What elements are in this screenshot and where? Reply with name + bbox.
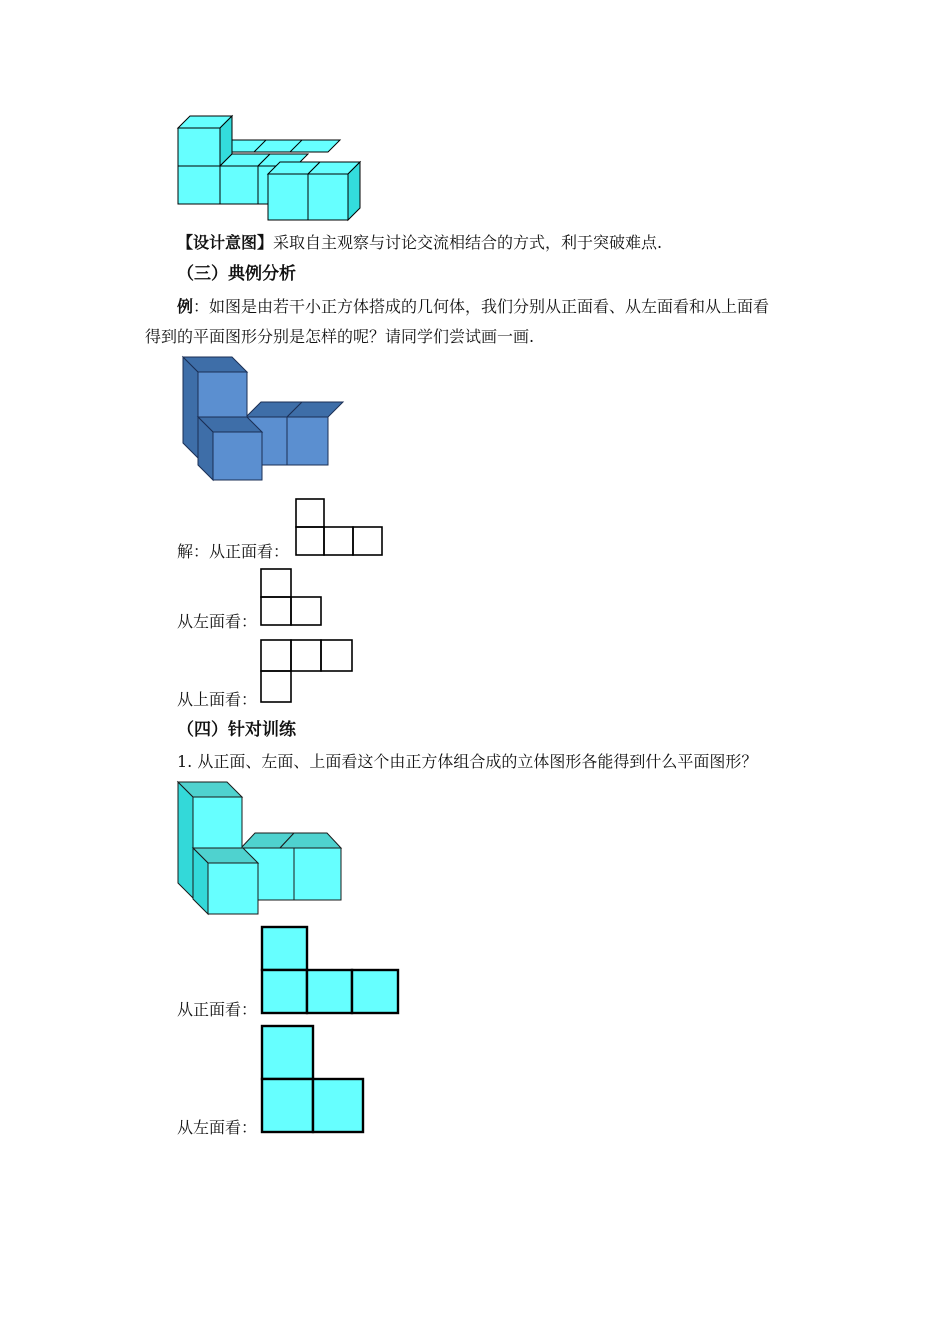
exercise-left-label: 从左面看：: [177, 1118, 258, 1137]
example-line-1: [177, 297, 769, 317]
solution-front-label: 解：从正面看：: [177, 542, 290, 561]
example-text-1: ：如图是由若干小正方体搭成的几何体，我们分别从正面看、从左面看和从上面看: [193, 297, 770, 316]
design-intent-label: 【设计意图】: [177, 233, 274, 252]
exercise-1-question: 1. 从正面、左面、上面看这个由正方体组合成的立体图形各能得到什么平面图形？: [177, 752, 758, 771]
design-intent: [177, 233, 662, 253]
exercise-front-label: 从正面看：: [177, 1000, 258, 1019]
example-line-2: 得到的平面图形分别是怎样的呢？请同学们尝试画一画.: [145, 327, 535, 346]
exercise-left-view-grid: [260, 1024, 368, 1134]
example-label: 例: [177, 297, 194, 316]
left-view-grid: [260, 568, 324, 626]
cube-figure-blue: [182, 355, 352, 480]
solution-top-label: 从上面看：: [177, 690, 258, 709]
top-view-grid: [260, 639, 355, 705]
design-intent-text: 采取自主观察与讨论交流相结合的方式，利于突破难点.: [273, 233, 663, 252]
section-heading-4: （四）针对训练: [177, 720, 296, 740]
cube-figure-teal: [177, 780, 343, 916]
front-view-grid: [295, 498, 385, 556]
section-heading-3: （三）典例分析: [177, 264, 296, 284]
cube-figure-cyan-wide: [176, 116, 376, 226]
exercise-front-view-grid: [260, 925, 402, 1015]
solution-left-label: 从左面看：: [177, 612, 258, 631]
